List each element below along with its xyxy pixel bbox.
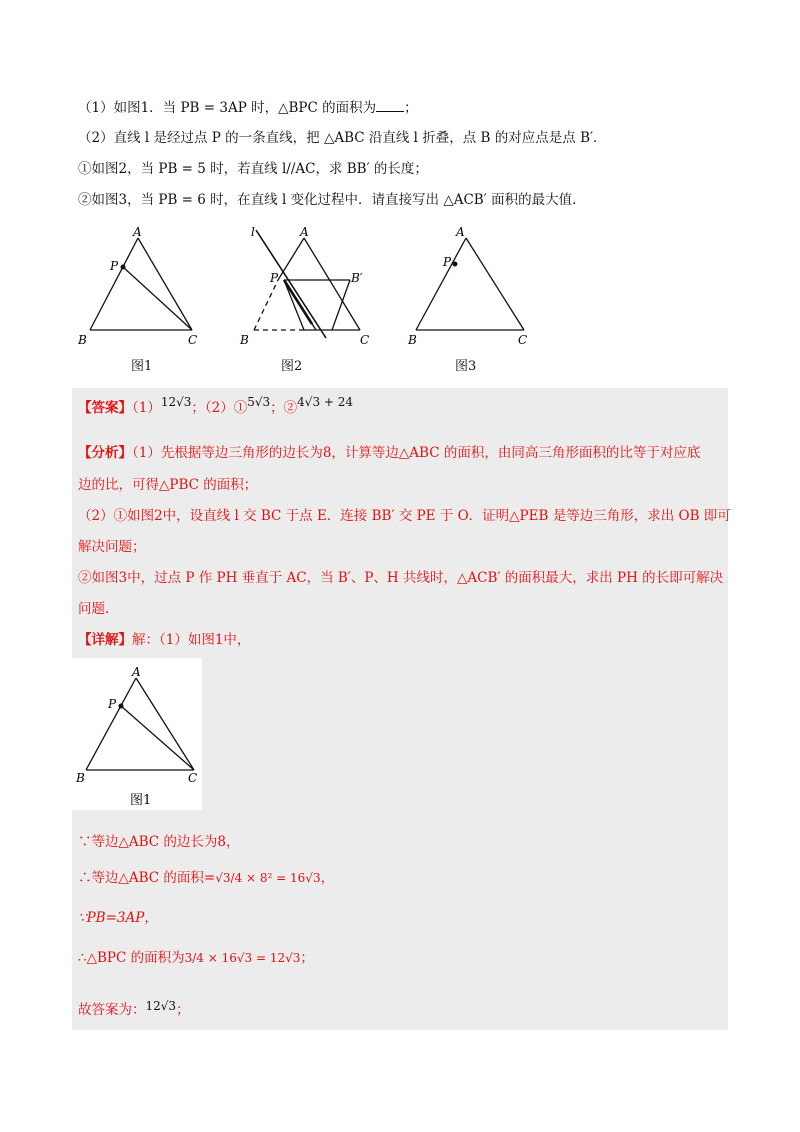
analysis-text-1: （1）先根据等边三角形的边长为8，计算等边△ABC 的面积，由同高三角形面积的比等于对应底 bbox=[132, 445, 701, 461]
detail-fig-label-C: C bbox=[188, 771, 198, 785]
detail-step-5 bbox=[78, 1000, 190, 1020]
detail-step-4-math: 3/4 × 16√3 = 12√3 bbox=[184, 951, 301, 965]
answer-value-2: 5√3 bbox=[247, 395, 271, 409]
answer-sep-2: ；② bbox=[270, 400, 298, 416]
analysis-line-5: ②如图3中，过点 P 作 PH 垂直于 AC，当 B′、P、H 共线时，△ACB′ 的面积最大，求出 PH 的长即可解决 bbox=[78, 570, 724, 586]
detail-label: 【详解】 bbox=[78, 632, 132, 648]
fig3-caption: 图3 bbox=[455, 359, 477, 374]
fig1-label-C: C bbox=[188, 333, 198, 347]
detail-fig-caption: 图1 bbox=[130, 793, 152, 808]
detail-step-5-value: 12√3 bbox=[145, 999, 177, 1013]
fig1-label-P: P bbox=[110, 259, 119, 273]
figure-3 bbox=[400, 220, 550, 360]
analysis-line-4: 解决问题； bbox=[78, 539, 146, 555]
question-part2b: ②如图3，当 PB = 6 时，在直线 l 变化过程中．请直接写出 △ACB′ 面积的最大值． bbox=[78, 192, 586, 208]
analysis-label: 【分析】 bbox=[78, 445, 132, 461]
fig2-label-A: A bbox=[300, 225, 309, 239]
fig1-label-A: A bbox=[133, 225, 142, 239]
detail-fig-label-B: B bbox=[76, 771, 85, 785]
fig2-label-Bprime: B′ bbox=[351, 271, 363, 285]
detail-step-4 bbox=[78, 948, 314, 968]
fig2-label-l: l bbox=[251, 225, 255, 239]
answer-label: 【答案】 bbox=[78, 400, 132, 416]
fig1-label-B: B bbox=[78, 333, 87, 347]
answer-line bbox=[78, 395, 354, 418]
analysis-line-1 bbox=[78, 443, 700, 463]
answer-sep-1: ；（2）① bbox=[191, 400, 248, 416]
detail-step-4-end: ； bbox=[300, 950, 314, 966]
detail-fig-label-A: A bbox=[132, 665, 141, 679]
answer-value-3: 4√3 + 24 bbox=[297, 395, 354, 409]
detail-step-2-math: √3/4 × 8² = 16√3 bbox=[215, 871, 321, 885]
fig3-label-C: C bbox=[518, 333, 528, 347]
q1-text: （1）如图1．当 PB = 3AP 时，△BPC 的面积为 bbox=[78, 100, 377, 116]
fig2-caption: 图2 bbox=[281, 359, 303, 374]
fig1-caption: 图1 bbox=[131, 359, 153, 374]
detail-step-5-text: 故答案为： bbox=[78, 1002, 146, 1018]
question-part2a: ①如图2，当 PB = 5 时，若直线 l//AC，求 BB′ 的长度； bbox=[78, 161, 428, 177]
fig2-label-B: B bbox=[240, 333, 249, 347]
answer-part1: （1） bbox=[132, 400, 161, 416]
detail-step-1: ∵等边△ABC 的边长为8， bbox=[78, 834, 240, 850]
answer-value-1: 12√3 bbox=[160, 395, 192, 409]
detail-intro-text: 解：（1）如图1中， bbox=[132, 632, 251, 648]
detail-step-3: ∵PB=3AP， bbox=[78, 910, 158, 926]
detail-step-4-text: ∴△BPC 的面积为 bbox=[78, 950, 185, 966]
detail-fig-label-P: P bbox=[108, 697, 117, 711]
figure-2 bbox=[232, 220, 382, 360]
q1-end: ； bbox=[404, 100, 418, 116]
detail-step-5-end: ； bbox=[176, 1002, 190, 1018]
question-part1 bbox=[78, 97, 418, 118]
answer-blank bbox=[376, 97, 404, 112]
figure-1 bbox=[70, 220, 220, 360]
detail-step-2-text: ∴等边△ABC 的面积= bbox=[78, 870, 216, 886]
fig2-label-C: C bbox=[360, 333, 370, 347]
fig3-label-B: B bbox=[408, 333, 417, 347]
detail-intro bbox=[78, 630, 250, 650]
detail-figure-1 bbox=[72, 660, 202, 810]
analysis-line-2: 边的比，可得△PBC 的面积； bbox=[78, 477, 258, 493]
detail-step-2-end: ， bbox=[320, 870, 335, 886]
fig3-label-P: P bbox=[443, 255, 452, 269]
analysis-line-3: （2）①如图2中，设直线 l 交 BC 于点 E．连接 BB′ 交 PE 于 O．证明△PEB 是等边三角形，求出 OB 即可 bbox=[78, 508, 731, 524]
analysis-line-6: 问题． bbox=[78, 601, 119, 617]
fig2-label-P: P bbox=[270, 271, 279, 285]
detail-step-2 bbox=[78, 868, 334, 888]
question-part2: （2）直线 l 是经过点 P 的一条直线，把 △ABC 沿直线 l 折叠，点 B 的对应点是点 B′． bbox=[78, 130, 607, 146]
fig3-label-A: A bbox=[456, 225, 465, 239]
